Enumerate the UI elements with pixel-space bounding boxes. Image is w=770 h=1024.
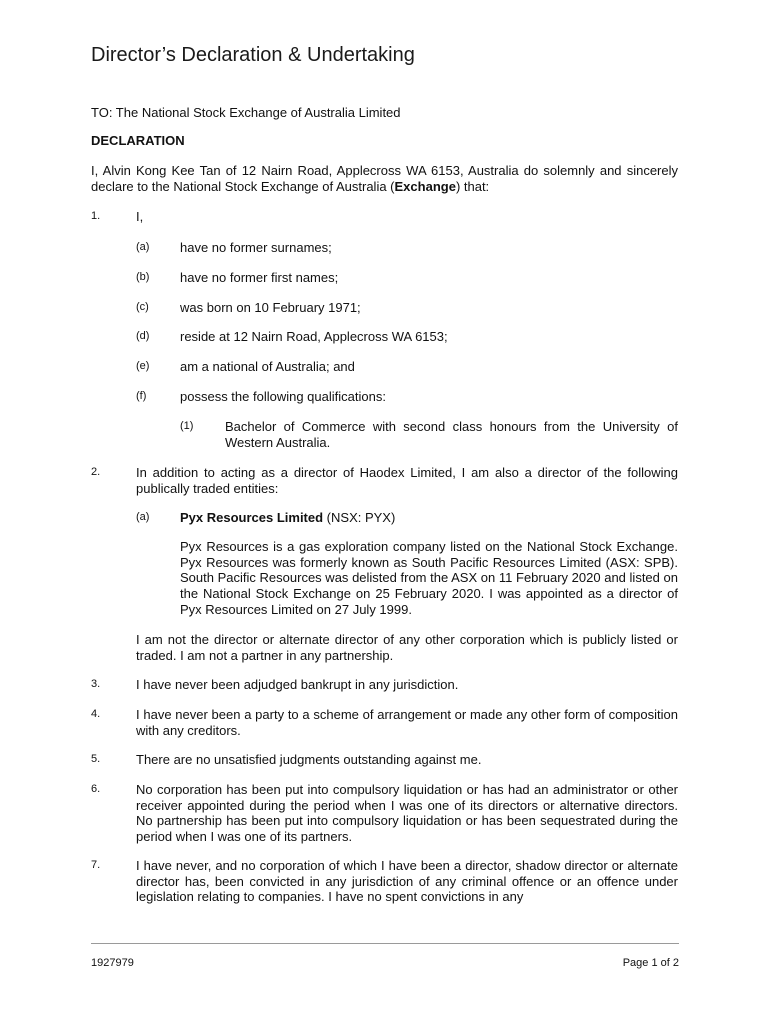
entity-code: (NSX: PYX): [323, 510, 396, 525]
subitem-text: have no former first names;: [180, 270, 339, 285]
item-text: I have never been adjudged bankrupt in any jurisdiction.: [136, 677, 459, 692]
item2-closing: I am not the director or alternate director of any other corporation which is publicly listed or traded. I am not a partner in any partnership.: [136, 632, 678, 663]
addressee-line: TO: The National Stock Exchange of Australia Limited: [91, 105, 401, 120]
subitem-text: am a national of Australia; and: [180, 359, 355, 374]
qualification-label: (1): [180, 420, 194, 432]
intro-text-before: I, Alvin Kong Kee Tan of 12 Nairn Road, Applecross WA 6153, Australia do solemnly and sincerely declare to the National Stock Exchange of Australia (: [91, 163, 678, 194]
footer-divider: [91, 943, 679, 944]
subitem-label: (a): [136, 241, 150, 253]
item-text: No corporation has been put into compulsory liquidation or has had an administrator or other receiver appointed during the period when I was one of its directors or alternative directors. No partnership has been put into compulsory liquidation or has been sequestrated during the period when I was one of its partners.: [136, 782, 678, 845]
item-number: 5.: [91, 753, 101, 765]
subitem-text: was born on 10 February 1971;: [180, 300, 361, 315]
item-text: I have never, and no corporation of which I have been a director, shadow director or alternate director has, been convicted in any jurisdiction of any criminal offence or an offence under legislation relating to companies. I have no spent convictions in any: [136, 858, 678, 905]
item-number: 3.: [91, 678, 101, 690]
item-text: I have never been a party to a scheme of arrangement or made any other form of composition with any creditors.: [136, 707, 678, 738]
item-text: There are no unsatisfied judgments outstanding against me.: [136, 752, 482, 767]
item-number: 4.: [91, 708, 101, 720]
item-text: I,: [136, 209, 144, 224]
subitem-text: have no former surnames;: [180, 240, 332, 255]
document-title: Director’s Declaration & Undertaking: [91, 44, 415, 66]
section-heading: DECLARATION: [91, 133, 185, 148]
subitem-text: reside at 12 Nairn Road, Applecross WA 6153;: [180, 329, 448, 344]
footer-document-id: 1927979: [91, 957, 134, 969]
item-number: 6.: [91, 783, 101, 795]
item-number: 2.: [91, 466, 101, 478]
entity-name: Pyx Resources Limited: [180, 510, 324, 525]
qualification-text: Bachelor of Commerce with second class honours from the University of Western Australia.: [225, 419, 678, 450]
subitem-label: (d): [136, 330, 150, 342]
subitem-label: (b): [136, 271, 150, 283]
subitem-text: possess the following qualifications:: [180, 389, 386, 404]
intro-paragraph: [91, 163, 678, 194]
intro-text-after: ) that:: [455, 178, 490, 194]
item-text: In addition to acting as a director of Haodex Limited, I am also a director of the following publically traded entities:: [136, 465, 678, 496]
subitem-label: (c): [136, 301, 149, 313]
subitem-label: (e): [136, 360, 150, 372]
entity-heading: [180, 510, 395, 526]
item-number: 7.: [91, 859, 101, 871]
entity-label: (a): [136, 511, 150, 523]
subitem-label: (f): [136, 390, 147, 402]
intro-text-bold: Exchange: [394, 178, 456, 194]
footer-page-number: Page 1 of 2: [622, 957, 679, 969]
item-number: 1.: [91, 210, 101, 222]
entity-description: Pyx Resources is a gas exploration company listed on the National Stock Exchange. Pyx Resources was formerly known as South Pacific Resources Limited (ASX: SPB). South Pacific Resources was delisted from the ASX on 11 February 2020 and listed on the National Stock Exchange on 25 February 2020. I was appointed as a director of Pyx Resources Limited on 27 July 1999.: [180, 539, 678, 617]
